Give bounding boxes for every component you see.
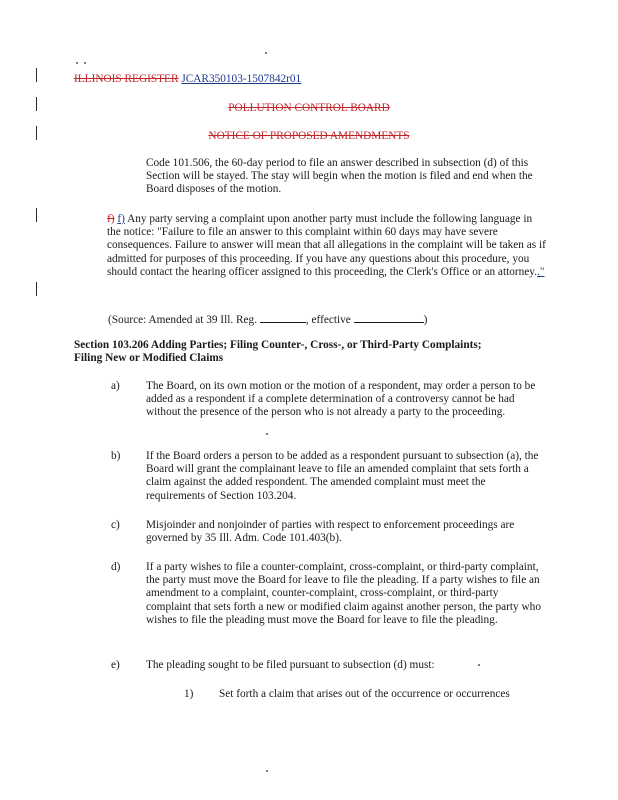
scan-speck	[266, 770, 268, 772]
old-label: f)	[107, 213, 115, 225]
subsection-text: The Board, on its own motion or the motion of a respondent, may order a person to be added as a respondent if a complete determination of a controversy cannot be had without the presence of the person who is not already a party to the proceeding.	[146, 380, 536, 419]
subsection-label: c)	[111, 519, 120, 531]
notice-paragraph	[107, 213, 547, 279]
source-line	[108, 314, 427, 327]
source-prefix: (Source: Amended at 39 Ill. Reg.	[108, 314, 258, 326]
subsection-label: e)	[111, 659, 120, 671]
revision-bar	[36, 208, 37, 222]
register-header	[74, 73, 301, 86]
revision-bar	[36, 282, 37, 296]
section-title-line2: Filing New or Modified Claims	[74, 352, 224, 365]
section-title-line1: Section 103.206 Adding Parties; Filing Counter-, Cross-, or Third-Party Complaints;	[74, 339, 482, 351]
subsection-text: If a party wishes to file a counter-complaint, cross-complaint, or third-party complaint, the party must move the Board for leave to file the pleading. If a party wishes to file an amendment to a complaint, counter-complaint, cross-complaint, or third-party complaint that sets forth a new or modified claim against another person, the party who wishes to file the pleading must move the Board for leave to file the pleading.	[146, 561, 541, 626]
scan-speck	[265, 52, 267, 54]
subsection-label: a)	[111, 380, 120, 392]
register-inserted: JCAR350103-1507842r01	[181, 73, 302, 85]
section-heading	[74, 339, 554, 365]
register-blank	[260, 322, 306, 323]
source-middle: , effective	[305, 314, 351, 326]
subsection-label: b)	[111, 450, 121, 462]
subsection-text: The pleading sought to be filed pursuant to subsection (d) must:	[146, 659, 435, 671]
notice-text-end: ."	[537, 265, 545, 278]
scan-speck	[84, 62, 86, 64]
subsection-text: If the Board orders a person to be added as a respondent pursuant to subsection (a), the Board will grant the complainant leave to file an amended complaint that sets forth a claim against the added respondent. The amended complaint must meet the requirements of Section 103.204.	[146, 450, 539, 502]
notice-text: Any party serving a complaint upon another party must include the following language in the notice: "Failure to file an answer to this complaint within 60 days may have severe consequences. Failure to answer will mean that all allegations in the complaint will be taken as if admitted for purposes of this proceeding. If you have any questions about this procedure, you should contact the hearing officer assigned to this proceeding, the Clerk's Office or an attorney.	[107, 213, 546, 278]
new-label: f)	[117, 213, 125, 225]
scan-speck	[266, 433, 268, 435]
source-suffix: )	[423, 314, 428, 326]
subsection-text: Misjoinder and nonjoinder of parties with respect to enforcement proceedings are governed by 35 Ill. Adm. Code 101.403(b).	[146, 519, 515, 545]
revision-bar	[36, 68, 37, 82]
notice-title: NOTICE OF PROPOSED AMENDMENTS	[208, 130, 410, 142]
board-title: POLLUTION CONTROL BOARD	[228, 102, 390, 114]
effective-blank	[354, 322, 424, 323]
subsection-label: d)	[111, 561, 121, 573]
scan-speck	[76, 62, 78, 64]
register-struck: ILLINOIS REGISTER	[74, 73, 179, 85]
item-label: 1)	[184, 688, 194, 700]
item-text: Set forth a claim that arises out of the occurrence or occurrences	[219, 688, 510, 700]
continuation-paragraph: Code 101.506, the 60-day period to file an answer described in subsection (d) of this Section will be stayed. The stay will begin when the motion is filed and end when the Board disposes of the motion.	[146, 157, 533, 196]
